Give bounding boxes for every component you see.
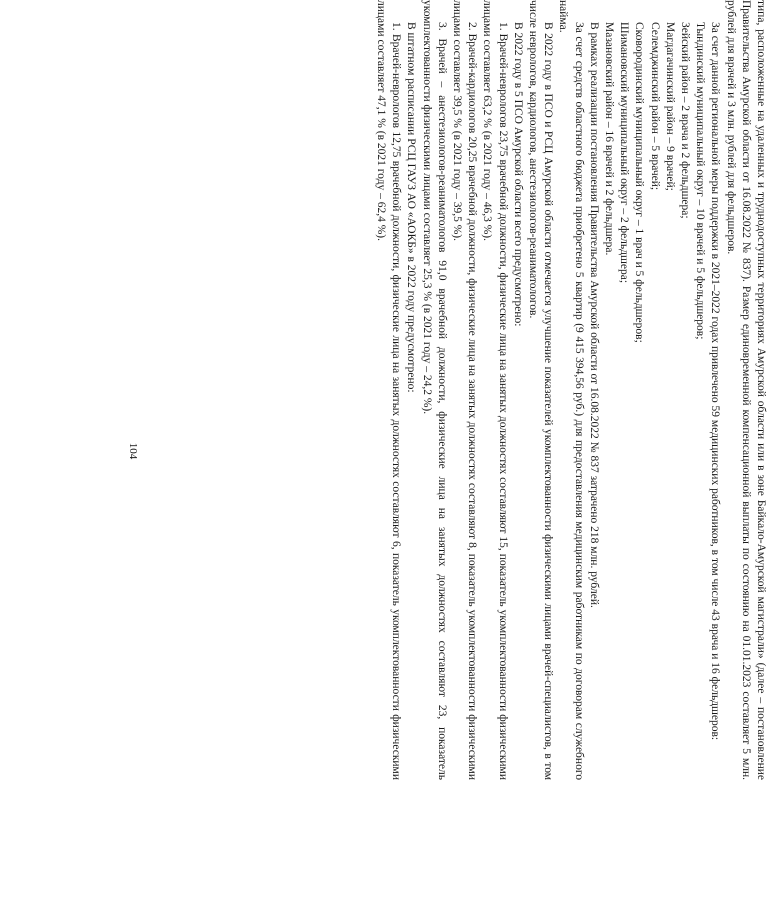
page-number: 104 (127, 442, 139, 460)
paragraph: В штатном расписании РСЦ ГАУЗ АО «АОКБ» в 2022 году предусмотрено: (405, 22, 418, 393)
list-item: Тындинский муниципальный округ – 10 врачей и 5 фельдшеров; (694, 22, 707, 340)
paragraph: За счет средств областного бюджета приобретено 5 квартир (9 415 394,56 руб.) для предоставления медицинским работникам по договорам служебного найма. (557, 0, 585, 780)
list-item: Зейский район – 2 врача и 2 фельдшера; (678, 22, 691, 219)
list-item: Селемджинский район – 5 врачей; (648, 22, 661, 191)
paragraph: В 2022 году в 5 ПСО Амурской области всего предусмотрено: (511, 22, 524, 327)
document-body (248, 0, 768, 780)
list-item: Магдагачинский район – 9 врачей; (663, 22, 676, 191)
list-item: Мазановский район – 16 врачей и 2 фельдшера. (602, 22, 615, 256)
numbered-item: 2. Врачей-кардиологов 20,25 врачебной должности, физические лица на занятых должностях составляют 8, показатель укомплектованности физическими лицами составляет 39,5 % (в 2021 году – 39,5 %). (450, 0, 479, 780)
paragraph: В 2022 году в ПСО и РСЦ Амурской области отмечается улучшение показателей укомплектованности физическими лицами врачей-специалистов, в том числе неврологов, кардиологов, анестезиологов-реаниматологов. (526, 0, 555, 780)
numbered-item: 1. Врачей-неврологов 23,75 врачебной должности, физические лица на занятых должностях составляют 15, показатель укомплектованности физическими лицами составляет 63,2 % (в 2021 году – 46,3 %). (481, 0, 509, 780)
list-item: Шимановский муниципальный округ – 2 фельдшера; (618, 22, 631, 284)
paragraph: В рамках реализации постановления Правительства Амурской области от 16.08.2022 № 837 затрачено 218 млн. рублей. (587, 22, 600, 608)
paragraph: типа, расположенные на удаленных и труднодоступных территориях Амурской области или в зоне Байкало-Амурской магистрали» (далее – постановление Правительства Амурской области от 16.08.2022 № 837). Размер единовременной компенсационной выплаты по состоянию на 01.01.2023 составляет 5 млн. рублей для врачей и 3 млн. рублей для фельдшеров. (724, 0, 767, 780)
numbered-item: 3. Врачей – анестезиологов-реаниматологов 91,0 врачебной должности, физические лица на занятых должностях составляют 23, показатель укомплектованности физическими лицами составляет 25,3 % (в 2021 году – 24,2 %). (420, 0, 448, 780)
paragraph: За счет данной региональной меры поддержки в 2021–2022 годах привлечено 59 медицинских работников, в том числе 43 врача и 16 фельдшеров: (709, 22, 722, 741)
list-item: Сковородинский муниципальный округ – 1 врач и 5 фельдшеров; (633, 22, 646, 343)
numbered-item: 1. Врачей-неврологов 12,75 врачебной должности, физические лица на занятых должностях составляют 6, показатель укомплектованности физическими лицами составляет 47,1 % (в 2021 году – 62,4 %). (374, 0, 403, 780)
